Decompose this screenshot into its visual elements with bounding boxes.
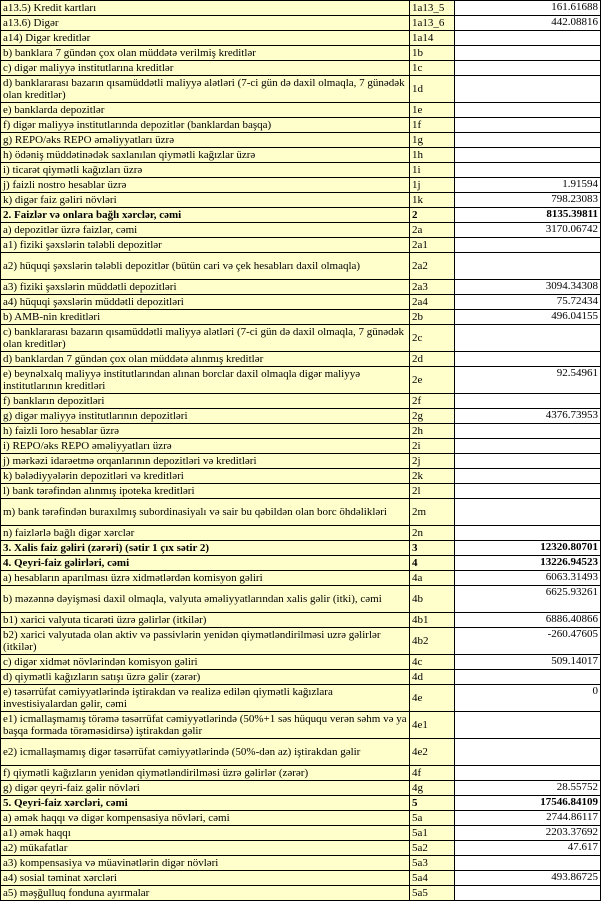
row-label-cell: a5) məşğulluq fonduna ayırmalar bbox=[1, 886, 410, 901]
row-code-cell: 2l bbox=[410, 484, 455, 499]
row-code-cell: 2f bbox=[410, 394, 455, 409]
row-code-cell: 2b bbox=[410, 310, 455, 325]
row-code-cell: 2i bbox=[410, 439, 455, 454]
table-row bbox=[1, 766, 601, 781]
row-value-cell: 0 bbox=[455, 685, 601, 712]
row-code-cell: 4b1 bbox=[410, 613, 455, 628]
table-row bbox=[1, 148, 601, 163]
row-value-cell: 496.04155 bbox=[455, 310, 601, 325]
row-code-cell: 4d bbox=[410, 670, 455, 685]
row-value-cell bbox=[455, 526, 601, 541]
row-value-cell bbox=[455, 61, 601, 76]
row-code-cell: 4e1 bbox=[410, 712, 455, 739]
row-label-cell: 5. Qeyri-faiz xərcləri, cəmi bbox=[1, 796, 410, 811]
row-label-cell: a4) hüquqi şəxslərin müddətli depozitləri bbox=[1, 295, 410, 310]
row-code-cell: 5a3 bbox=[410, 856, 455, 871]
row-label-cell: a) əmək haqqı və digər kompensasiya növləri, cəmi bbox=[1, 811, 410, 826]
row-label-cell: b1) xarici valyuta ticarəti üzrə gəlirlər (itkilər) bbox=[1, 613, 410, 628]
row-label-cell: g) digər maliyyə institutlarının depozitləri bbox=[1, 409, 410, 424]
row-label-cell: a3) kompensasiya və müavinətlərin digər növləri bbox=[1, 856, 410, 871]
table-row bbox=[1, 712, 601, 739]
table-row bbox=[1, 469, 601, 484]
row-label-cell: m) bank tərəfindən buraxılmış subordinasiyalı və sair bu qəbildən olan borc öhdəlikləri bbox=[1, 499, 410, 526]
row-code-cell: 5a1 bbox=[410, 826, 455, 841]
row-label-cell: c) digər maliyyə institutlarına kreditlər bbox=[1, 61, 410, 76]
row-label-cell: c) digər xidmət növlərindən komisyon gəliri bbox=[1, 655, 410, 670]
row-label-cell: h) faizli loro hesablar üzrə bbox=[1, 424, 410, 439]
table-row bbox=[1, 394, 601, 409]
row-value-cell: 92.54961 bbox=[455, 367, 601, 394]
table-row bbox=[1, 238, 601, 253]
table-row bbox=[1, 499, 601, 526]
row-code-cell: 2d bbox=[410, 352, 455, 367]
row-code-cell: 2a2 bbox=[410, 253, 455, 280]
row-value-cell bbox=[455, 484, 601, 499]
row-code-cell: 2g bbox=[410, 409, 455, 424]
row-label-cell: h) ödəniş müddətinədək saxlanılan qiymətli kağızlar üzrə bbox=[1, 148, 410, 163]
row-value-cell: 1.91594 bbox=[455, 178, 601, 193]
row-label-cell: 2. Faizlər və onlara bağlı xərclər, cəmi bbox=[1, 208, 410, 223]
table-row bbox=[1, 541, 601, 556]
row-label-cell: a2) hüquqi şəxslərin tələbli depozitlər (bütün cari və çek hesabları daxil olmaqla) bbox=[1, 253, 410, 280]
row-label-cell: e1) icmallaşmamış törəmə təsərrüfat cəmiyyətlərində (50%+1 səs hüququ verən səhm və ya başqa formada törəməsidirsə) iştirakdan gəlir bbox=[1, 712, 410, 739]
table-row bbox=[1, 325, 601, 352]
row-label-cell: b) məzənnə dəyişməsi daxil olmaqla, valyuta əməliyyatlarından xalis gəlir (itki), cəmi bbox=[1, 586, 410, 613]
row-code-cell: 1d bbox=[410, 76, 455, 103]
row-value-cell: 442.08816 bbox=[455, 16, 601, 31]
row-code-cell: 1a13_6 bbox=[410, 16, 455, 31]
row-value-cell: 6063.31493 bbox=[455, 571, 601, 586]
row-label-cell: k) bələdiyyələrin depozitləri və kreditləri bbox=[1, 469, 410, 484]
row-value-cell: 17546.84109 bbox=[455, 796, 601, 811]
row-value-cell bbox=[455, 886, 601, 901]
row-code-cell: 2a1 bbox=[410, 238, 455, 253]
row-value-cell: -260.47605 bbox=[455, 628, 601, 655]
row-code-cell: 4b bbox=[410, 586, 455, 613]
table-body bbox=[1, 1, 601, 901]
table-row bbox=[1, 628, 601, 655]
row-label-cell: g) digər qeyri-faiz gəlir növləri bbox=[1, 781, 410, 796]
row-code-cell: 1a14 bbox=[410, 31, 455, 46]
row-value-cell: 493.86725 bbox=[455, 871, 601, 886]
row-code-cell: 1i bbox=[410, 163, 455, 178]
row-value-cell: 161.61688 bbox=[455, 1, 601, 16]
row-label-cell: e2) icmallaşmamış digər təsərrüfat cəmiyyətlərində (50%-dən az) iştirakdan gəlir bbox=[1, 739, 410, 766]
row-value-cell: 12320.80701 bbox=[455, 541, 601, 556]
table-row bbox=[1, 16, 601, 31]
row-value-cell bbox=[455, 469, 601, 484]
row-value-cell: 4376.73953 bbox=[455, 409, 601, 424]
row-value-cell bbox=[455, 856, 601, 871]
row-label-cell: k) digər faiz gəliri növləri bbox=[1, 193, 410, 208]
row-value-cell: 6886.40866 bbox=[455, 613, 601, 628]
table-row bbox=[1, 811, 601, 826]
table-row bbox=[1, 31, 601, 46]
row-code-cell: 1h bbox=[410, 148, 455, 163]
table-row bbox=[1, 670, 601, 685]
row-code-cell: 2h bbox=[410, 424, 455, 439]
row-value-cell: 509.14017 bbox=[455, 655, 601, 670]
table-row bbox=[1, 1, 601, 16]
row-label-cell: f) digər maliyyə institutlarında depozitlər (banklardan başqa) bbox=[1, 118, 410, 133]
table-row bbox=[1, 76, 601, 103]
table-row bbox=[1, 352, 601, 367]
row-value-cell bbox=[455, 670, 601, 685]
row-label-cell: f) bankların depozitləri bbox=[1, 394, 410, 409]
row-value-cell: 2744.86117 bbox=[455, 811, 601, 826]
table-row bbox=[1, 253, 601, 280]
row-code-cell: 2j bbox=[410, 454, 455, 469]
row-label-cell: e) beynəlxalq maliyyə institutlarından alınan borclar daxil olmaqla digər maliyyə institutlarının kreditləri bbox=[1, 367, 410, 394]
row-code-cell: 1b bbox=[410, 46, 455, 61]
row-value-cell: 798.23083 bbox=[455, 193, 601, 208]
row-value-cell bbox=[455, 454, 601, 469]
row-code-cell: 2n bbox=[410, 526, 455, 541]
table-row bbox=[1, 796, 601, 811]
row-code-cell: 5a2 bbox=[410, 841, 455, 856]
table-row bbox=[1, 841, 601, 856]
table-row bbox=[1, 310, 601, 325]
row-label-cell: n) faizlərlə bağlı digər xərclər bbox=[1, 526, 410, 541]
row-value-cell bbox=[455, 148, 601, 163]
row-code-cell: 1f bbox=[410, 118, 455, 133]
row-label-cell: i) REPO/əks REPO əməliyyatları üzrə bbox=[1, 439, 410, 454]
row-value-cell bbox=[455, 238, 601, 253]
row-label-cell: i) ticarət qiymətli kağızları üzrə bbox=[1, 163, 410, 178]
row-code-cell: 5a bbox=[410, 811, 455, 826]
row-code-cell: 2 bbox=[410, 208, 455, 223]
table-row bbox=[1, 856, 601, 871]
row-label-cell: b) AMB-nin kreditləri bbox=[1, 310, 410, 325]
table-row bbox=[1, 61, 601, 76]
row-label-cell: a13.5) Kredit kartları bbox=[1, 1, 410, 16]
table-row bbox=[1, 613, 601, 628]
row-value-cell bbox=[455, 394, 601, 409]
row-label-cell: a) depozitlər üzrə faizlər, cəmi bbox=[1, 223, 410, 238]
table-row bbox=[1, 295, 601, 310]
row-label-cell: a) hesabların aparılması üzrə xidmətlərdən komisyon gəliri bbox=[1, 571, 410, 586]
table-row bbox=[1, 781, 601, 796]
row-label-cell: a2) mükafatlar bbox=[1, 841, 410, 856]
table-row bbox=[1, 826, 601, 841]
row-code-cell: 3 bbox=[410, 541, 455, 556]
row-label-cell: j) faizli nostro hesablar üzrə bbox=[1, 178, 410, 193]
row-code-cell: 2a bbox=[410, 223, 455, 238]
row-code-cell: 4e bbox=[410, 685, 455, 712]
table-row bbox=[1, 454, 601, 469]
row-value-cell: 3170.06742 bbox=[455, 223, 601, 238]
row-value-cell: 13226.94523 bbox=[455, 556, 601, 571]
row-value-cell: 6625.93261 bbox=[455, 586, 601, 613]
table-row bbox=[1, 133, 601, 148]
row-value-cell bbox=[455, 46, 601, 61]
row-code-cell: 5 bbox=[410, 796, 455, 811]
row-code-cell: 4f bbox=[410, 766, 455, 781]
row-label-cell: a14) Digər kreditlər bbox=[1, 31, 410, 46]
row-label-cell: 4. Qeyri-faiz gəlirləri, cəmi bbox=[1, 556, 410, 571]
table-row bbox=[1, 178, 601, 193]
row-code-cell: 4g bbox=[410, 781, 455, 796]
row-code-cell: 2a4 bbox=[410, 295, 455, 310]
row-code-cell: 2c bbox=[410, 325, 455, 352]
table-row bbox=[1, 526, 601, 541]
table-row bbox=[1, 556, 601, 571]
row-label-cell: l) bank tərəfindən alınmış ipoteka kreditləri bbox=[1, 484, 410, 499]
row-code-cell: 4 bbox=[410, 556, 455, 571]
row-value-cell bbox=[455, 76, 601, 103]
table-row bbox=[1, 424, 601, 439]
row-value-cell: 3094.34308 bbox=[455, 280, 601, 295]
row-value-cell bbox=[455, 766, 601, 781]
row-label-cell: e) təsərrüfat cəmiyyətlərində iştirakdan və realizə edilən qiymətli kağızlara investisiyalardan gəlir, cəmi bbox=[1, 685, 410, 712]
row-value-cell bbox=[455, 253, 601, 280]
table-row bbox=[1, 163, 601, 178]
row-label-cell: 3. Xalis faiz gəliri (zərəri) (sətir 1 çıx sətir 2) bbox=[1, 541, 410, 556]
row-code-cell: 4e2 bbox=[410, 739, 455, 766]
table-row bbox=[1, 484, 601, 499]
row-code-cell: 5a5 bbox=[410, 886, 455, 901]
row-code-cell: 1k bbox=[410, 193, 455, 208]
table-row bbox=[1, 571, 601, 586]
row-value-cell bbox=[455, 424, 601, 439]
table-row bbox=[1, 193, 601, 208]
row-value-cell bbox=[455, 499, 601, 526]
row-value-cell bbox=[455, 739, 601, 766]
row-value-cell bbox=[455, 325, 601, 352]
row-value-cell bbox=[455, 163, 601, 178]
row-label-cell: f) qiymətli kağızların yenidən qiymətləndirilməsi üzrə gəlirlər (zərər) bbox=[1, 766, 410, 781]
row-code-cell: 1e bbox=[410, 103, 455, 118]
row-label-cell: b) banklara 7 gündən çox olan müddətə verilmiş kreditlər bbox=[1, 46, 410, 61]
row-label-cell: d) banklararası bazarın qısamüddətli maliyyə alətləri (7-ci gün də daxil olmaqla, 7 günədək olan kreditlər) bbox=[1, 76, 410, 103]
table-row bbox=[1, 367, 601, 394]
row-code-cell: 1g bbox=[410, 133, 455, 148]
table-row bbox=[1, 886, 601, 901]
table-row bbox=[1, 223, 601, 238]
row-value-cell: 8135.39811 bbox=[455, 208, 601, 223]
row-label-cell: c) banklararası bazarın qısamüddətli maliyyə alətləri (7-ci gün də daxil olmaqla, 7 günədək olan kreditlər) bbox=[1, 325, 410, 352]
row-value-cell: 28.55752 bbox=[455, 781, 601, 796]
row-code-cell: 2k bbox=[410, 469, 455, 484]
table-row bbox=[1, 118, 601, 133]
row-value-cell bbox=[455, 133, 601, 148]
row-code-cell: 4c bbox=[410, 655, 455, 670]
table-row bbox=[1, 871, 601, 886]
row-label-cell: j) mərkəzi idarəetmə orqanlarının depozitləri və kreditləri bbox=[1, 454, 410, 469]
row-code-cell: 1j bbox=[410, 178, 455, 193]
row-label-cell: a1) fiziki şəxslərin tələbli depozitlər bbox=[1, 238, 410, 253]
row-label-cell: a1) əmək haqqı bbox=[1, 826, 410, 841]
row-label-cell: e) banklarda depozitlər bbox=[1, 103, 410, 118]
table-row bbox=[1, 409, 601, 424]
row-label-cell: a3) fiziki şəxslərin müddətli depozitləri bbox=[1, 280, 410, 295]
table-row bbox=[1, 586, 601, 613]
row-value-cell: 75.72434 bbox=[455, 295, 601, 310]
row-value-cell bbox=[455, 31, 601, 46]
table-row bbox=[1, 280, 601, 295]
row-code-cell: 1a13_5 bbox=[410, 1, 455, 16]
row-value-cell bbox=[455, 352, 601, 367]
table-row bbox=[1, 439, 601, 454]
row-code-cell: 5a4 bbox=[410, 871, 455, 886]
row-code-cell: 2m bbox=[410, 499, 455, 526]
row-value-cell bbox=[455, 118, 601, 133]
table-row bbox=[1, 739, 601, 766]
row-label-cell: g) REPO/əks REPO əməliyyatları üzrə bbox=[1, 133, 410, 148]
row-code-cell: 4b2 bbox=[410, 628, 455, 655]
row-label-cell: a13.6) Digər bbox=[1, 16, 410, 31]
row-code-cell: 2a3 bbox=[410, 280, 455, 295]
row-value-cell: 47.617 bbox=[455, 841, 601, 856]
row-code-cell: 1c bbox=[410, 61, 455, 76]
row-label-cell: d) banklardan 7 gündən çox olan müddətə alınmış kreditlər bbox=[1, 352, 410, 367]
table-row bbox=[1, 655, 601, 670]
row-value-cell: 2203.37692 bbox=[455, 826, 601, 841]
row-label-cell: b2) xarici valyutada olan aktiv və passivlərin yenidən qiymətləndirilməsi uzrə gəlirlər (itkilər) bbox=[1, 628, 410, 655]
row-code-cell: 4a bbox=[410, 571, 455, 586]
table-row bbox=[1, 208, 601, 223]
table-row bbox=[1, 46, 601, 61]
row-value-cell bbox=[455, 103, 601, 118]
row-code-cell: 2e bbox=[410, 367, 455, 394]
table-row bbox=[1, 103, 601, 118]
row-value-cell bbox=[455, 439, 601, 454]
row-value-cell bbox=[455, 712, 601, 739]
row-label-cell: a4) sosial təminat xərcləri bbox=[1, 871, 410, 886]
row-label-cell: d) qiymətli kağızların satışı üzrə gəlir (zərər) bbox=[1, 670, 410, 685]
table-row bbox=[1, 685, 601, 712]
